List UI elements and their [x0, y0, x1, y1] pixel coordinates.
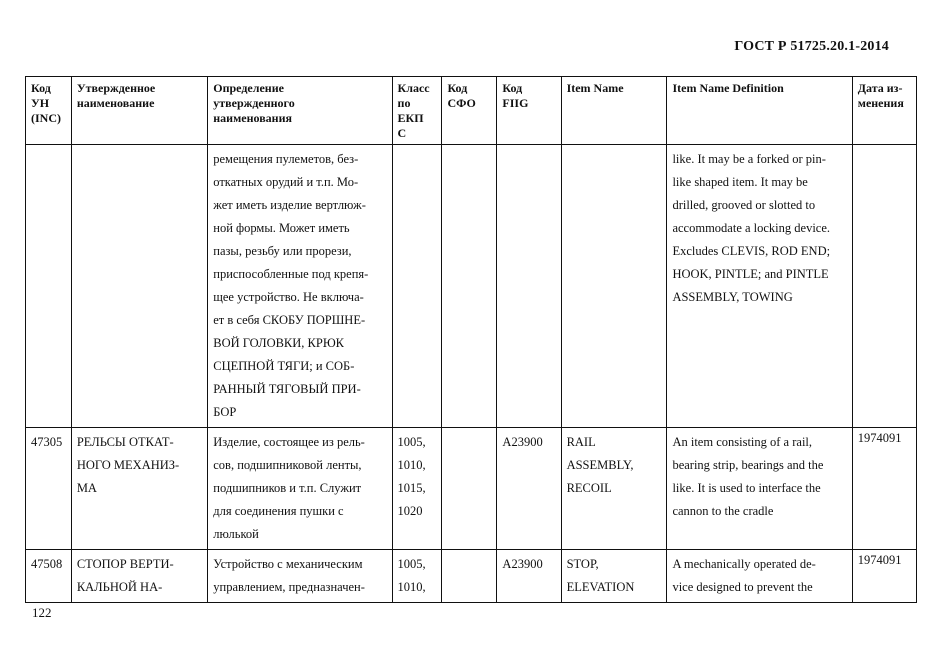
definition-line: сов, подшипниковой ленты,: [213, 458, 362, 472]
definition-line: приспособленные под крепя-: [213, 267, 369, 281]
item-name-line: ASSEMBLY,: [566, 458, 634, 472]
item-name-line: RAIL: [566, 435, 596, 449]
cell-item-name: [561, 550, 667, 603]
cell-definition: [208, 428, 392, 550]
page-number: 122: [32, 605, 52, 620]
definition-line: ной формы. Может иметь: [213, 221, 350, 235]
cell-sfo: [442, 550, 497, 603]
header-text: Код: [502, 81, 523, 95]
table-header-row: [26, 77, 917, 145]
definition-line: ремещения пулеметов, без-: [213, 152, 359, 166]
name-line: КАЛЬНОЙ НА-: [76, 580, 163, 594]
cell-class: [392, 428, 442, 550]
definition-line: пазы, резьбу или прорези,: [213, 244, 352, 258]
cell-fiig: A23900: [497, 428, 561, 550]
item-definition-line: bearing strip, bearings and the: [672, 458, 824, 472]
header-text: УН: [31, 96, 50, 110]
header-text: по: [397, 96, 411, 110]
header-cell-approved-name: [71, 77, 207, 145]
header-cell-fiig: [497, 77, 561, 145]
definition-line: жет иметь изделие вертлюж-: [213, 198, 366, 212]
header-cell-change-date: [852, 77, 916, 145]
header-text: Утвержденное: [76, 81, 156, 95]
cell-inc: 47508: [26, 550, 72, 603]
cell-definition: [208, 550, 392, 603]
definition-line: для соединения пушки с: [213, 504, 344, 518]
definition-line: ет в себя СКОБУ ПОРШНЕ-: [213, 313, 366, 327]
cell-change-date: [852, 145, 916, 428]
definition-line: БОР: [213, 405, 237, 419]
item-definition-line: cannon to the cradle: [672, 504, 774, 518]
header-text: Item Name Definition: [672, 81, 784, 95]
item-name-line: RECOIL: [566, 481, 612, 495]
cell-item-name: [561, 428, 667, 550]
definition-line: щее устройство. Не включа-: [213, 290, 364, 304]
item-name-table: [25, 76, 917, 603]
item-definition-line: like. It may be a forked or pin-: [672, 152, 826, 166]
cell-inc: 47305: [26, 428, 72, 550]
item-definition-line: like. It is used to interface the: [672, 481, 821, 495]
cell-inc: [26, 145, 72, 428]
table-row: [26, 550, 917, 603]
class-line: 1010,: [397, 458, 426, 472]
cell-item-definition: [667, 145, 852, 428]
cell-fiig: [497, 145, 561, 428]
name-line: СТОПОР ВЕРТИ-: [76, 557, 174, 571]
name-line: РЕЛЬСЫ ОТКАТ-: [76, 435, 174, 449]
item-definition-line: HOOK, PINTLE; and PINTLE: [672, 267, 829, 281]
header-text: Item Name: [566, 81, 624, 95]
item-name-line: STOP,: [566, 557, 599, 571]
header-cell-class: [392, 77, 442, 145]
item-definition-line: An item consisting of a rail,: [672, 435, 813, 449]
definition-line: люлькой: [213, 527, 259, 541]
header-text: (INC): [31, 111, 61, 125]
item-definition-line: vice designed to prevent the: [672, 580, 813, 594]
class-line: 1005,: [397, 435, 426, 449]
header-text: FIIG: [502, 96, 529, 110]
cell-approved-name: [71, 550, 207, 603]
table-row: [26, 145, 917, 428]
cell-sfo: [442, 145, 497, 428]
definition-line: откатных орудий и т.п. Мо-: [213, 175, 359, 189]
item-definition-line: like shaped item. It may be: [672, 175, 808, 189]
cell-sfo: [442, 428, 497, 550]
cell-class: [392, 145, 442, 428]
definition-line: управлением, предназначен-: [213, 580, 365, 594]
header-text: СФО: [447, 96, 476, 110]
header-text: наименования: [213, 111, 292, 125]
header-text: С: [397, 126, 407, 140]
item-name-line: ELEVATION: [566, 580, 635, 594]
name-line: НОГО МЕХАНИЗ-: [76, 458, 180, 472]
header-cell-definition: [208, 77, 392, 145]
header-text: утвержденного: [213, 96, 295, 110]
item-definition-line: accommodate a locking device.: [672, 221, 831, 235]
header-text: Определение: [213, 81, 284, 95]
item-definition-line: drilled, grooved or slotted to: [672, 198, 816, 212]
definition-line: РАННЫЙ ТЯГОВЫЙ ПРИ-: [213, 382, 361, 396]
definition-line: Изделие, состоящее из рель-: [213, 435, 365, 449]
class-line: 1010,: [397, 580, 426, 594]
cell-fiig: A23900: [497, 550, 561, 603]
header-text: Код: [31, 81, 51, 95]
header-text: Код: [447, 81, 468, 95]
header-text: Класс: [397, 81, 430, 95]
item-definition-line: A mechanically operated de-: [672, 557, 816, 571]
header-cell-item-definition: [667, 77, 852, 145]
definition-line: ВОЙ ГОЛОВКИ, КРЮК: [213, 336, 345, 350]
cell-approved-name: [71, 428, 207, 550]
cell-item-definition: [667, 428, 852, 550]
header-cell-item-name: [561, 77, 667, 145]
table-row: [26, 428, 917, 550]
header-cell-sfo: [442, 77, 497, 145]
header-text: наименование: [76, 96, 155, 110]
cell-item-name: [561, 145, 667, 428]
header-text: менения: [857, 96, 904, 110]
class-line: 1015,: [397, 481, 426, 495]
cell-definition: [208, 145, 392, 428]
class-line: 1005,: [397, 557, 426, 571]
cell-item-definition: [667, 550, 852, 603]
header-cell-inc: [26, 77, 72, 145]
header-text: Дата из-: [857, 81, 903, 95]
definition-line: подшипников и т.п. Служит: [213, 481, 362, 495]
cell-class: [392, 550, 442, 603]
cell-change-date: 1974091: [852, 550, 916, 603]
item-definition-line: ASSEMBLY, TOWING: [672, 290, 793, 304]
header-text: ЕКП: [397, 111, 424, 125]
name-line: МА: [76, 481, 97, 495]
cell-change-date: 1974091: [852, 428, 916, 550]
item-definition-line: Excludes CLEVIS, ROD END;: [672, 244, 831, 258]
definition-line: СЦЕПНОЙ ТЯГИ; и СОБ-: [213, 359, 355, 373]
class-line: 1020: [397, 504, 423, 518]
cell-approved-name: [71, 145, 207, 428]
definition-line: Устройство с механическим: [213, 557, 363, 571]
document-standard-number: ГОСТ Р 51725.20.1-2014: [734, 39, 889, 54]
